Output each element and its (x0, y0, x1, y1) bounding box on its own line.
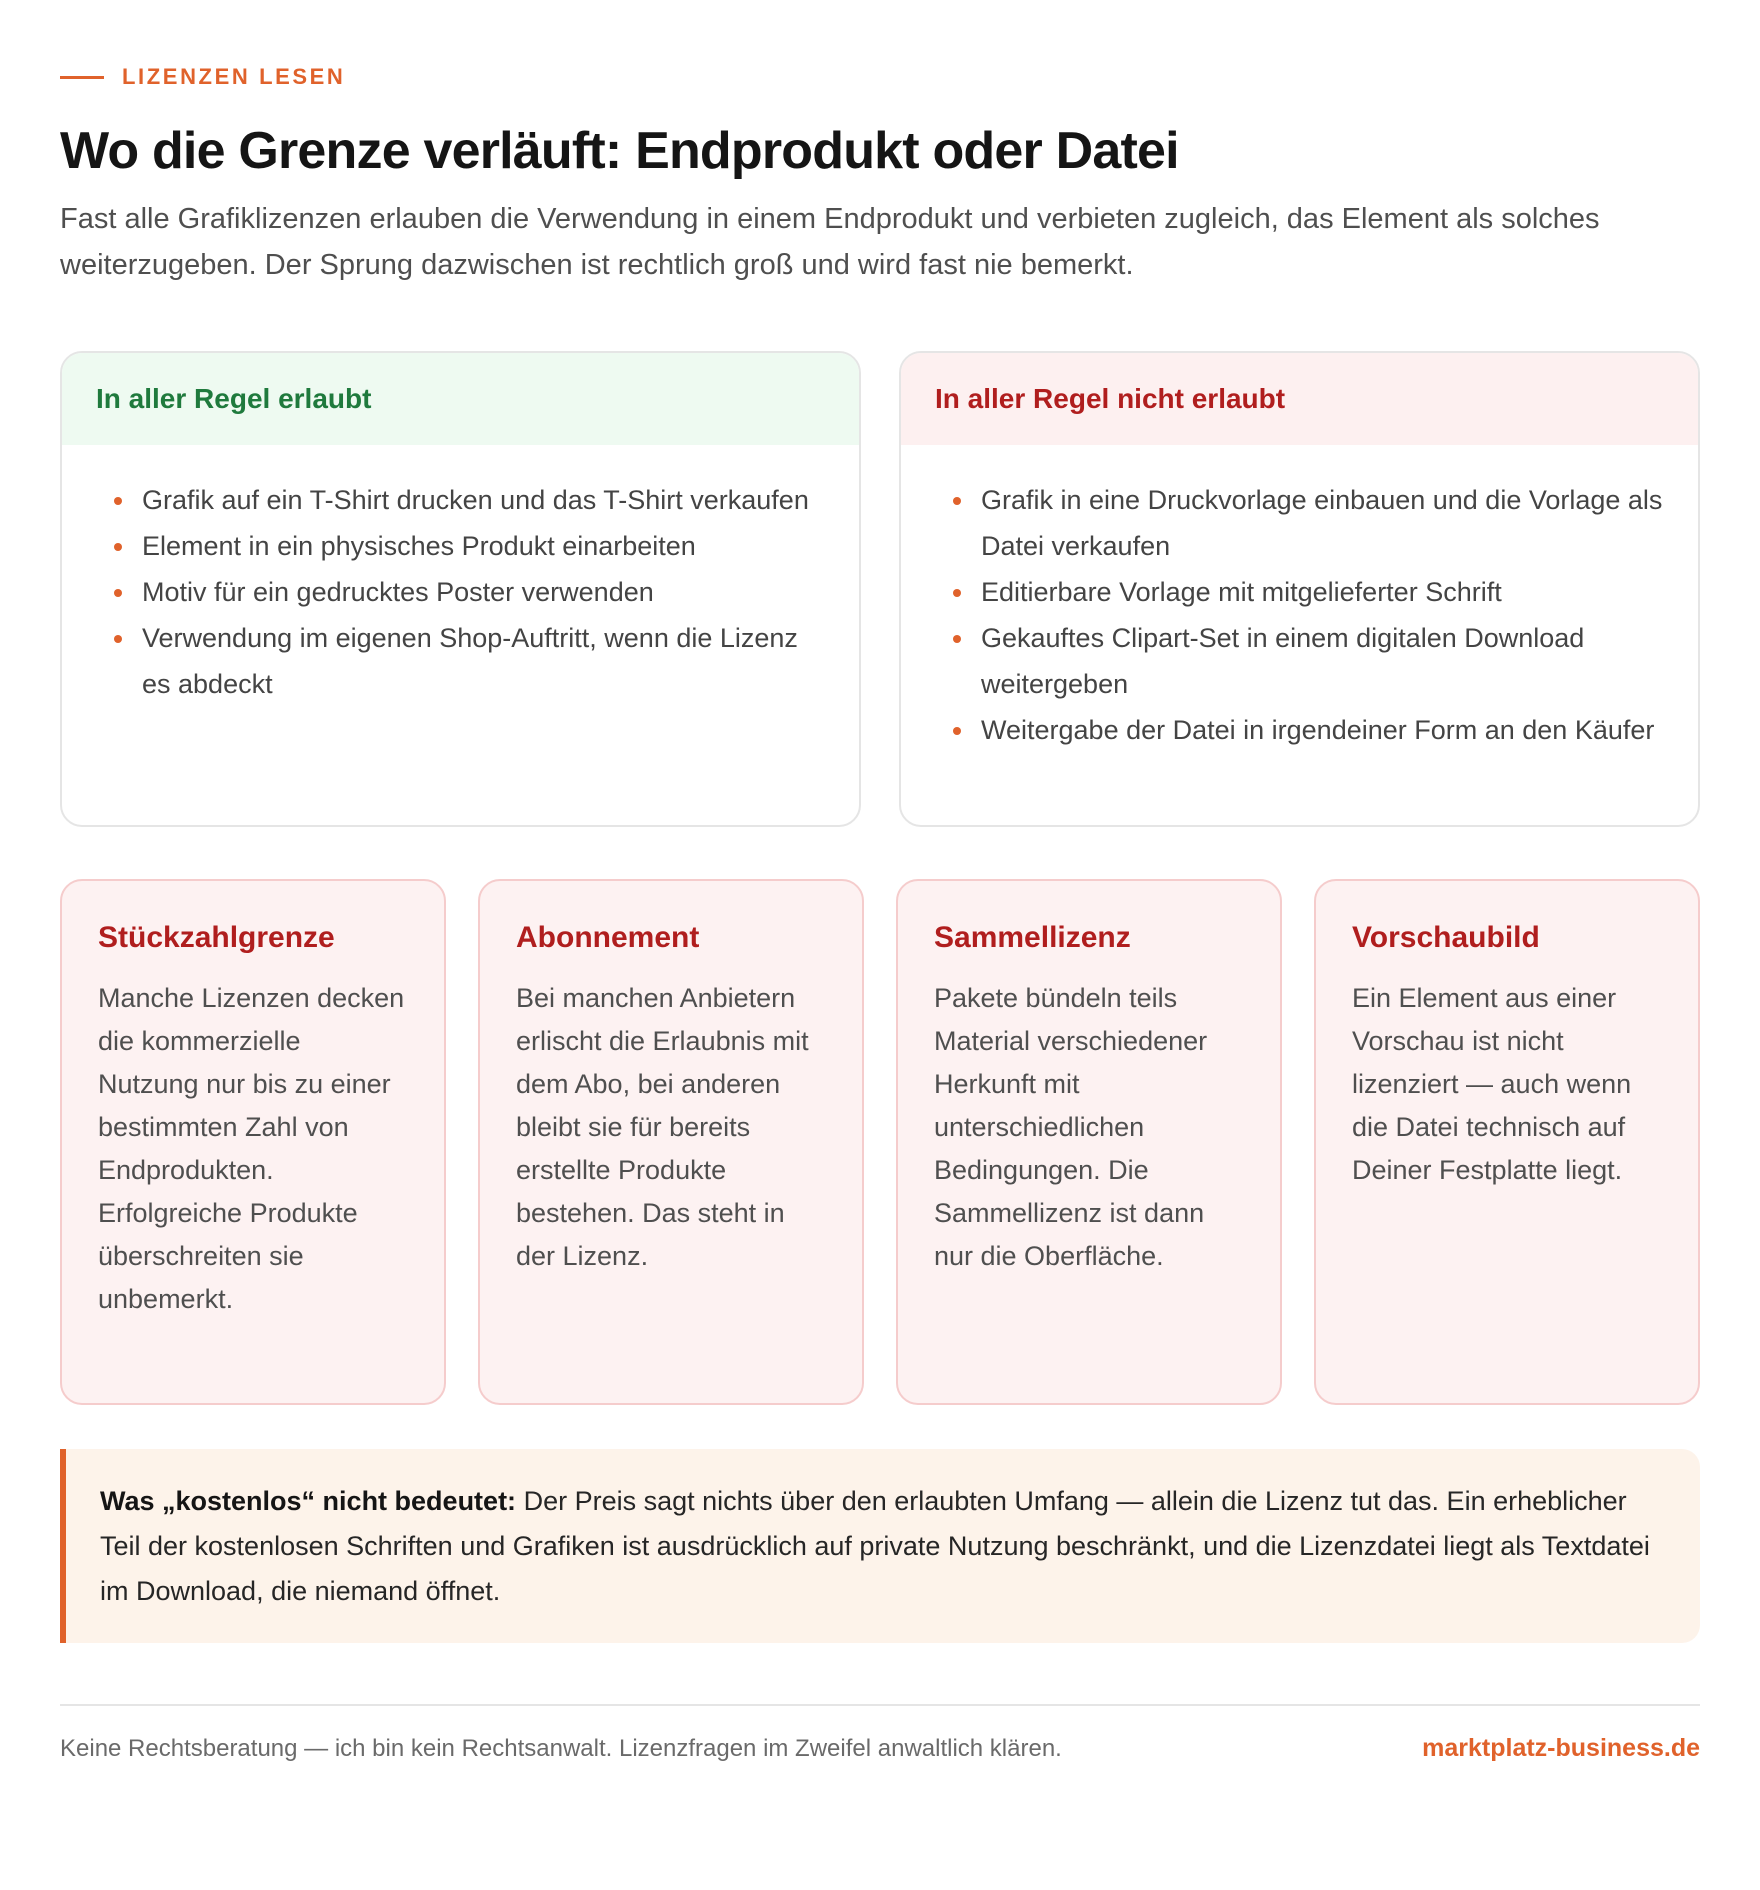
allowed-card-title: In aller Regel erlaubt (62, 353, 859, 445)
eyebrow-accent-line (60, 76, 104, 79)
comparison-section (60, 351, 1700, 827)
list-item: Weitergabe der Datei in irgendeiner Form an den Käufer (935, 707, 1664, 753)
intro-paragraph: Fast alle Grafiklizenzen erlauben die Verwendung in einem Endprodukt und verbieten zugleich, das Element als solches weiterzugeben. Der Sprung dazwischen ist rechtlich groß und wird fast nie bemerkt. (60, 203, 1600, 281)
list-item: Grafik in eine Druckvorlage einbauen und die Vorlage als Datei verkaufen (935, 477, 1664, 569)
card-title: Sammellizenz (934, 921, 1131, 954)
page-title: Wo die Grenze verläuft: Endprodukt oder Datei (60, 122, 1179, 180)
card-abonnement (478, 879, 864, 1405)
card-text: Manche Lizenzen decken die kommerzielle Nutzung nur bis zu einer bestimmten Zahl von Endprodukten. Erfolgreiche Produkte überschreiten sie unbemerkt. (98, 983, 405, 1314)
list-item: Grafik auf ein T-Shirt drucken und das T-Shirt verkaufen (96, 477, 825, 523)
list-item: Verwendung im eigenen Shop-Auftritt, wenn die Lizenz es abdeckt (96, 615, 825, 707)
allowed-card (60, 351, 861, 827)
card-title: Vorschaubild (1352, 921, 1540, 954)
card-title: Stückzahlgrenze (98, 921, 335, 954)
list-item: Motiv für ein gedrucktes Poster verwenden (96, 569, 825, 615)
footer-brand: marktplatz-business.de (1422, 1734, 1700, 1762)
callout-text: Der Preis sagt nichts über den erlaubten Umfang — allein die Lizenz tut das. Ein erheblicher Teil der kostenlosen Schriften und Grafiken ist ausdrücklich auf private Nutzung beschränkt, und die Lizenzdatei liegt als Textdatei im Download, die niemand öffnet. (100, 1486, 1650, 1606)
eyebrow-label: LIZENZEN LESEN (122, 64, 346, 89)
not-allowed-card-title: In aller Regel nicht erlaubt (901, 353, 1698, 445)
list-item: Element in ein physisches Produkt einarbeiten (96, 523, 825, 569)
card-title: Abonnement (516, 921, 700, 954)
card-text: Pakete bündeln teils Material verschiedener Herkunft mit unterschiedlichen Bedingungen. Die Sammellizenz ist dann nur die Oberfläche. (934, 983, 1208, 1271)
card-vorschaubild (1314, 879, 1700, 1405)
card-stueckzahlgrenze (60, 879, 446, 1405)
callout-label: Was „kostenlos“ nicht bedeutet: (100, 1486, 517, 1516)
eyebrow (60, 60, 1700, 94)
card-text: Bei manchen Anbietern erlischt die Erlaubnis mit dem Abo, bei anderen bleibt sie für bereits erstellte Produkte bestehen. Das steht in der Lizenz. (516, 983, 809, 1271)
not-allowed-list (901, 445, 1698, 753)
pitfall-cards (60, 879, 1700, 1405)
footer-disclaimer: Keine Rechtsberatung — ich bin kein Rechtsanwalt. Lizenzfragen im Zweifel anwaltlich klären. (60, 1734, 1062, 1762)
callout-box (60, 1449, 1700, 1643)
card-sammellizenz (896, 879, 1282, 1405)
list-item: Gekauftes Clipart-Set in einem digitalen Download weitergeben (935, 615, 1664, 707)
not-allowed-card (899, 351, 1700, 827)
card-text: Ein Element aus einer Vorschau ist nicht lizenziert — auch wenn die Datei technisch auf Deiner Festplatte liegt. (1352, 983, 1632, 1185)
allowed-list (62, 445, 859, 707)
footer (60, 1704, 1700, 1763)
list-item: Editierbare Vorlage mit mitgelieferter Schrift (935, 569, 1664, 615)
